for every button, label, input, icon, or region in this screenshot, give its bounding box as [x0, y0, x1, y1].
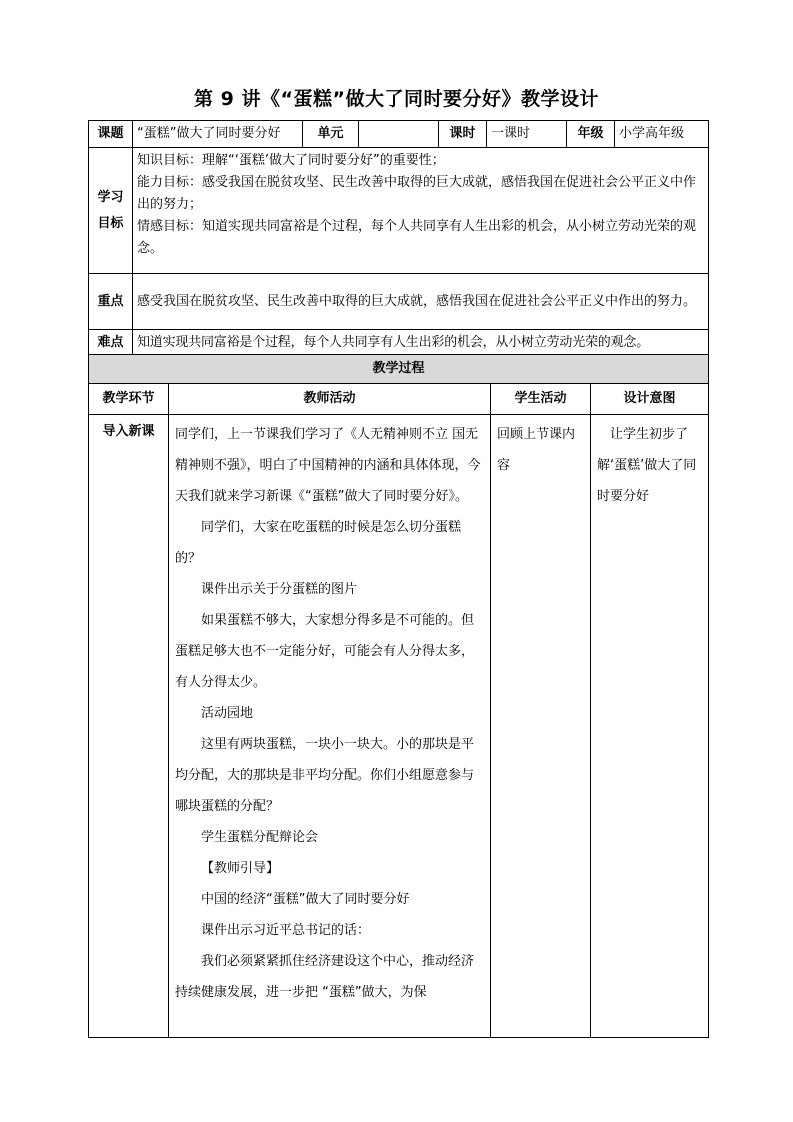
- goals-label: [89, 148, 133, 274]
- teacher-paragraph: 【教师引导】: [201, 861, 280, 876]
- header-stage: 教学环节: [89, 384, 169, 415]
- teacher-paragraph: 中国的经济“蛋糕”做大了同时要分好: [201, 892, 410, 907]
- teacher-paragraph: 课件出示习近平总书记的话：: [201, 923, 371, 938]
- grade-label: 年级: [567, 121, 615, 148]
- teacher-paragraph: 同学们，大家在吃蛋糕的时候是怎么切分蛋糕的？: [175, 520, 462, 566]
- teacher-activity: [169, 415, 491, 1038]
- design-intent-text: 让学生初步了解‘蛋糕’做大了同时要分好: [597, 427, 697, 504]
- goal-ability: 能力目标：感受我国在脱贫攻坚、民生改善中取得的巨大成就，感悟我国在促进社会公平正义中作出的努力；: [137, 175, 697, 212]
- header-intent: 设计意图: [591, 384, 709, 415]
- topic-value: “蛋糕”做大了同时要分好: [133, 121, 303, 148]
- student-activity-text: 回顾上节课内容: [497, 427, 576, 473]
- difficulty-text: 知道实现共同富裕是个过程，每个人共同享有人生出彩的机会，从小树立劳动光荣的观念。: [133, 330, 709, 357]
- teaching-process-table: [88, 354, 709, 1038]
- teacher-paragraph: 如果蛋糕不够大，大家想分得多是不可能的。但蛋糕足够大也不一定能分好，可能会有人分得太多，有人分得太少。: [175, 613, 475, 690]
- header-student: 学生活动: [491, 384, 591, 415]
- teacher-paragraph: 我们必须紧紧抓住经济建设这个中心，推动经济持续健康发展，进一步把 “蛋糕”做大，为保: [175, 954, 475, 1000]
- teacher-paragraph: 学生蛋糕分配辩论会: [201, 830, 319, 845]
- goals-content: [133, 148, 709, 274]
- teacher-paragraph: 同学们，上一节课我们学习了《人无精神则不立 国无精神则不强》，明白了中国精神的内涵和具体体现，今天我们就来学习新课《“蛋糕”做大了同时要分好》。: [175, 427, 481, 504]
- key-point-text: 感受我国在脱贫攻坚、民生改善中取得的巨大成就，感悟我国在促进社会公平正义中作出的努力。: [133, 274, 709, 330]
- goal-knowledge: 知识目标：理解“‘蛋糕’做大了同时要分好”的重要性；: [137, 153, 445, 168]
- student-activity: [491, 415, 591, 1038]
- document-title: 第 9 讲《“蛋糕”做大了同时要分好》教学设计: [194, 88, 599, 110]
- unit-value: [359, 121, 439, 148]
- header-teacher: 教师活动: [169, 384, 491, 415]
- goals-label-text: 学习目标: [97, 189, 124, 231]
- stage-cell: 导入新课: [89, 415, 169, 1038]
- teacher-paragraph: 课件出示关于分蛋糕的图片: [201, 582, 358, 597]
- grade-value: 小学高年级: [615, 121, 709, 148]
- goal-emotion: 情感目标：知道实现共同富裕是个过程，每个人共同享有人生出彩的机会，从小树立劳动光荣的观念。: [137, 219, 697, 256]
- teacher-paragraph: 这里有两块蛋糕，一块小一块大。小的那块是平均分配，大的那块是非平均分配。你们小组愿意参与哪块蛋糕的分配？: [175, 737, 475, 814]
- design-intent: [591, 415, 709, 1038]
- key-point-label: 重点: [89, 274, 133, 330]
- difficulty-label: 难点: [89, 330, 133, 357]
- course-info-table: [88, 120, 709, 357]
- teacher-paragraph: 活动园地: [201, 706, 254, 721]
- hours-value: 一课时: [487, 121, 567, 148]
- topic-label: 课题: [89, 121, 133, 148]
- hours-label: 课时: [439, 121, 487, 148]
- unit-label: 单元: [303, 121, 359, 148]
- process-section-title: 教学过程: [89, 355, 709, 384]
